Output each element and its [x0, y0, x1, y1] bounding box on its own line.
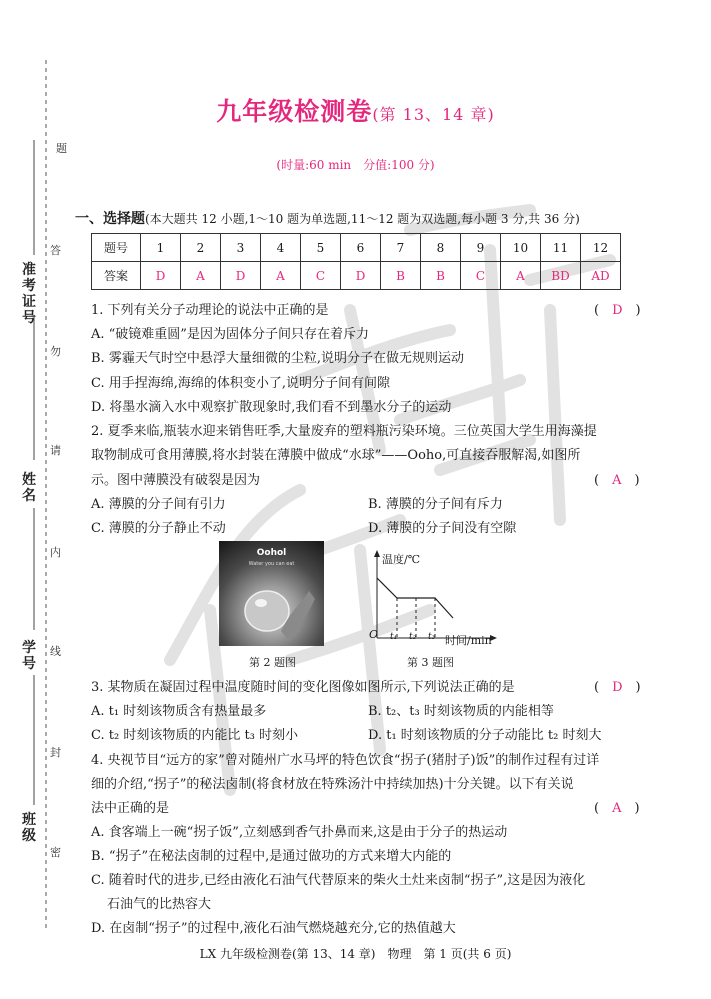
question-number-cell: 1: [141, 234, 181, 262]
figure-3-tick-t1: t₁: [390, 632, 398, 642]
q4-option-a: A. 食客端上一碗“拐子饭”,立刻感到香气扑鼻而来,这是由于分子的热运动: [91, 825, 508, 840]
q2-option-d: D. 薄膜的分子间没有空隙: [368, 521, 517, 536]
q3-option-b: B. t₂、t₃ 时刻该物质的内能相等: [368, 704, 554, 719]
binding-dashed-line: [40, 60, 52, 930]
margin-char-mi: 密: [50, 846, 61, 859]
figure-3-origin: O: [369, 628, 379, 641]
question-number-cell: 5: [301, 234, 341, 262]
question-number-cell: 11: [541, 234, 581, 262]
q3-answer: ( D ): [594, 680, 641, 695]
time-score-info: (时量:60 min 分值:100 分): [276, 158, 435, 172]
figure-2-tagline: Water you can eat: [248, 561, 295, 567]
section-heading: 一、选择题(本大题共 12 小题,1～10 题为单选题,11～12 题为双选题,每小题 3 分,共 36 分): [75, 211, 580, 227]
answer-cell: D: [221, 262, 261, 290]
figure-2-brand: Oohol: [256, 548, 287, 558]
q1-option-a: A. “破镜难重圆”是因为固体分子间只存在着斥力: [91, 327, 369, 342]
label-class: 班级: [22, 812, 36, 844]
margin-char-xian: 线: [50, 645, 61, 658]
page-title: 九年级检测卷(第 13、14 章): [216, 97, 495, 126]
question-number-cell: 8: [421, 234, 461, 262]
label-student-no: 学号: [22, 640, 36, 672]
label-name: 姓名: [22, 472, 36, 504]
answer-cell: C: [461, 262, 501, 290]
question-number-cell: 6: [341, 234, 381, 262]
margin-char-qing: 请: [50, 444, 61, 457]
water-ball-image: [219, 541, 324, 646]
answer-cell: D: [341, 262, 381, 290]
q1-option-b: B. 雾霾天气时空中悬浮大量细微的尘粒,说明分子在做无规则运动: [91, 351, 464, 366]
margin-fill-lines: [30, 140, 38, 860]
q3-option-a: A. t₁ 时刻该物质含有热量最多: [91, 704, 267, 719]
figure-2-ooho-photo: [219, 541, 324, 646]
margin-char-nei: 内: [50, 546, 61, 559]
q2-answer: ( A ): [594, 473, 640, 488]
page-footer: LX 九年级检测卷(第 13、14 章) 物理 第 1 页(共 6 页): [199, 947, 512, 961]
question-number-cell: 12: [581, 234, 621, 262]
answer-cell: B: [381, 262, 421, 290]
figure-3-tick-t2: t₂: [409, 632, 417, 642]
question-number-cell: 4: [261, 234, 301, 262]
q2-stem-line1: 2. 夏季来临,瓶装水迎来销售旺季,大量废弃的塑料瓶污染环境。三位英国大学生用海藻提: [91, 424, 597, 439]
q3-stem: 3. 某物质在凝固过程中温度随时间的变化图像如图所示,下列说法正确的是: [91, 680, 515, 695]
question-number-cell: 3: [221, 234, 261, 262]
answer-cell: A: [501, 262, 541, 290]
q1-answer: ( D ): [594, 303, 641, 318]
answer-cell: D: [141, 262, 181, 290]
margin-char-da: 答: [50, 244, 61, 257]
q1-stem: 1. 下列有关分子动理论的说法中正确的是: [91, 303, 329, 318]
label-exam-id: 准考证号: [22, 262, 36, 326]
answer-cell: C: [301, 262, 341, 290]
q2-option-b: B. 薄膜的分子间有斥力: [368, 497, 503, 512]
q2-stem-line3: 示。图中薄膜没有破裂是因为: [91, 473, 261, 488]
q1-option-d: D. 将墨水滴入水中观察扩散现象时,我们看不到墨水分子的运动: [91, 400, 452, 415]
q2-option-a: A. 薄膜的分子间有引力: [91, 497, 226, 512]
q2-stem-line2: 取物制成可食用薄膜,将水封装在薄膜中做成“水球”——Ooho,可直接吞服解渴,如图所: [91, 448, 581, 463]
answer-cell: A: [261, 262, 301, 290]
figure-3-caption: 第 3 题图: [407, 656, 454, 669]
q4-option-c-line2: 石油气的比热容大: [107, 897, 212, 912]
question-number-cell: 7: [381, 234, 421, 262]
figure-3-ylabel: 温度/℃: [382, 553, 421, 566]
q4-stem-line3: 法中正确的是: [91, 801, 170, 816]
q4-option-c-line1: C. 随着时代的进步,已经由液化石油气代替原来的柴火土灶来卤制“拐子”,这是因为液化: [91, 873, 586, 888]
answer-cell: B: [421, 262, 461, 290]
q3-option-d: D. t₁ 时刻该物质的分子动能比 t₂ 时刻大: [368, 728, 602, 743]
q1-option-c: C. 用手捏海绵,海绵的体积变小了,说明分子间有间隙: [91, 376, 391, 391]
figure-3-xlabel: 时间/min: [445, 634, 492, 647]
margin-char-ti: 题: [56, 142, 67, 155]
question-number-cell: 2: [181, 234, 221, 262]
q4-stem-line1: 4. 央视节目“远方的家”曾对随州广水马坪的特色饮食“拐子(猪肘子)饭”的制作过程有过详: [91, 753, 600, 768]
answer-cell: AD: [581, 262, 621, 290]
table-header-cell: 题号: [92, 234, 141, 262]
q4-option-b: B. “拐子”在秘法卤制的过程中,是通过做功的方式来增大内能的: [91, 849, 452, 864]
margin-char-wu: 勿: [50, 345, 61, 358]
figure-3-tick-t3: t₃: [428, 632, 436, 642]
answer-cell: BD: [541, 262, 581, 290]
q2-option-c: C. 薄膜的分子静止不动: [91, 521, 226, 536]
margin-char-feng: 封: [50, 746, 61, 759]
table-header-cell: 答案: [92, 262, 141, 290]
figure-2-caption: 第 2 题图: [249, 656, 296, 669]
q4-option-d: D. 在卤制“拐子”的过程中,液化石油气燃烧越充分,它的热值越大: [91, 921, 456, 936]
q4-answer: ( A ): [594, 801, 640, 816]
question-number-cell: 10: [501, 234, 541, 262]
question-number-cell: 9: [461, 234, 501, 262]
answer-cell: A: [181, 262, 221, 290]
q3-option-c: C. t₂ 时刻该物质的内能比 t₃ 时刻小: [91, 728, 299, 743]
answer-table: [91, 233, 621, 290]
q4-stem-line2: 细的介绍,“拐子”的秘法卤制(将食材放在特殊汤汁中持续加热)十分关键。以下有关说: [91, 777, 574, 792]
